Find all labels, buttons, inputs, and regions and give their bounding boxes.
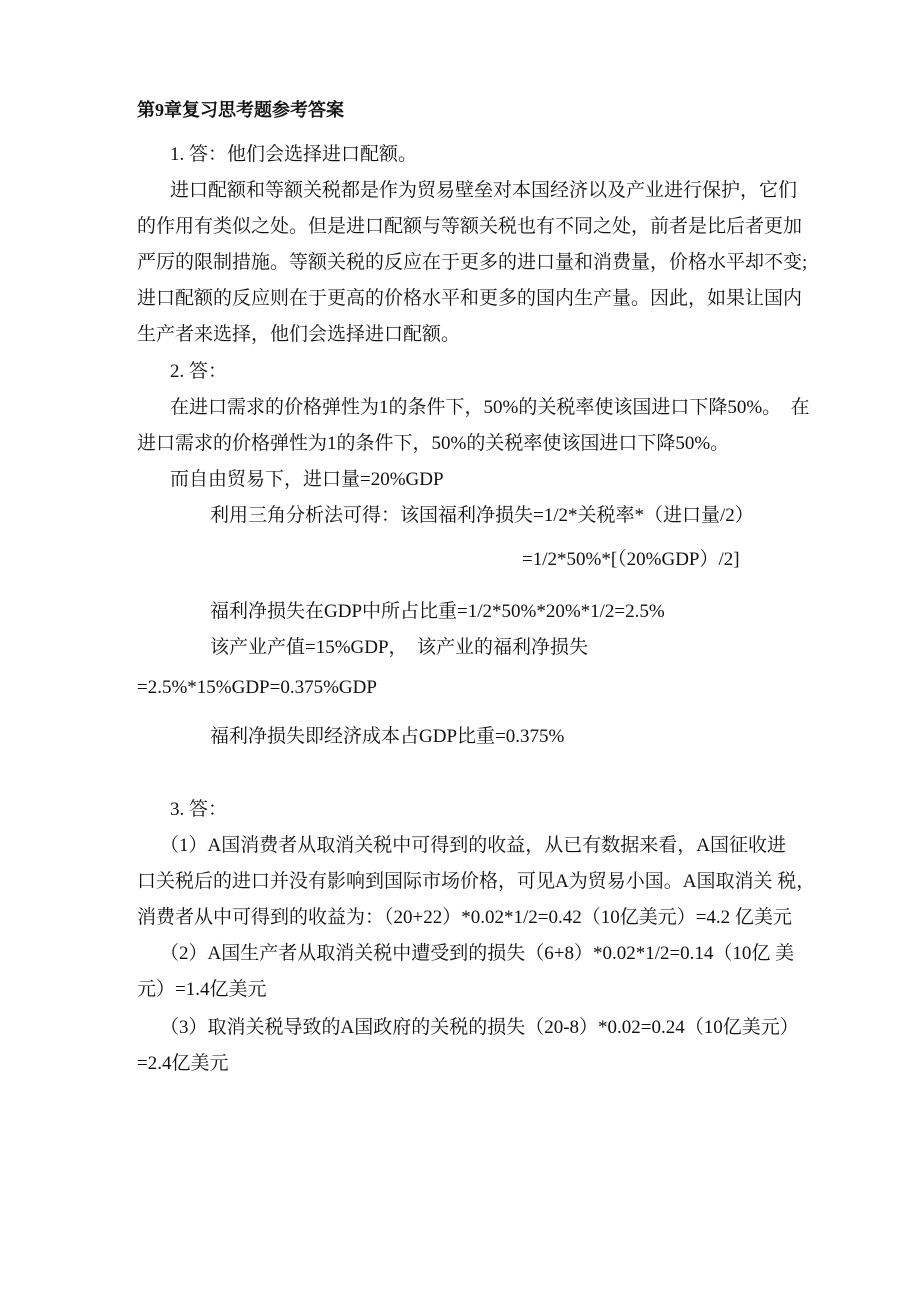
q1-line: 严厉的限制措施。等额关税的反应在于更多的进口量和消费量，价格水平却不变; — [137, 252, 808, 273]
q2-line: 福利净损失在GDP中所占比重=1/2*50%*20%*1/2=2.5% — [210, 601, 665, 622]
q3-line: =2.4亿美元 — [137, 1053, 229, 1074]
q2-line: =2.5%*15%GDP=0.375%GDP — [137, 677, 377, 698]
q2-line: 利用三角分析法可得：该国福利净损失=1/2*关税率*（进口量/2） — [210, 505, 754, 526]
q1-line: 进口配额的反应则在于更高的价格水平和更多的国内生产量。因此，如果让国内 — [137, 288, 803, 309]
q2-line: 在进口需求的价格弹性为1的条件下，50%的关税率使该国进口下降50%。 在 — [170, 397, 810, 418]
q3-line: （3）取消关税导致的A国政府的关税的损失（20-8）*0.02=0.24（10亿美元） — [160, 1017, 799, 1038]
q3-line: 元）=1.4亿美元 — [137, 979, 267, 1000]
q3-line: 消费者从中可得到的收益为：（20+22）*0.02*1/2=0.42（10亿美元）=4.2 亿美元 — [137, 907, 792, 928]
q1-line: 进口配额和等额关税都是作为贸易壁垒对本国经济以及产业进行保护，它们 — [170, 180, 798, 201]
q2-line: 该产业产值=15%GDP， 该产业的福利净损失 — [210, 637, 589, 658]
q1-heading: 1. 答：他们会选择进口配额。 — [170, 144, 418, 165]
q1-line: 的作用有类似之处。但是进口配额与等额关税也有不同之处，前者是比后者更加 — [137, 216, 803, 237]
q2-line: =1/2*50%*[（20%GDP）/2] — [522, 549, 740, 570]
q3-line: 口关税后的进口并没有影响到国际市场价格，可见A为贸易小国。A国取消关 税， — [137, 871, 816, 892]
q1-line: 生产者来选择，他们会选择进口配额。 — [137, 324, 461, 345]
page-title: 第9章复习思考题参考答案 — [137, 100, 344, 120]
q3-heading: 3. 答： — [170, 799, 228, 820]
q2-heading: 2. 答： — [170, 361, 228, 382]
q3-line: （1）A国消费者从取消关税中可得到的收益，从已有数据来看，A国征收进 — [160, 835, 786, 856]
q3-line: （2）A国生产者从取消关税中遭受到的损失（6+8）*0.02*1/2=0.14（10亿 美 — [160, 943, 795, 964]
q2-line: 福利净损失即经济成本占GDP比重=0.375% — [210, 726, 565, 747]
q2-line: 进口需求的价格弹性为1的条件下，50%的关税率使该国进口下降50%。 — [137, 433, 730, 454]
q2-line: 而自由贸易下，进口量=20%GDP — [170, 469, 444, 490]
